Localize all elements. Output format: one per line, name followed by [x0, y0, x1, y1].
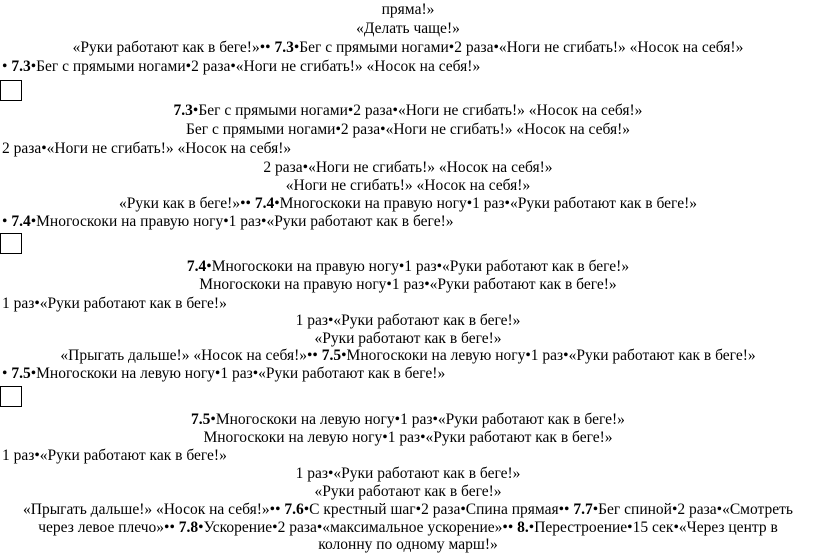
checkbox-square	[0, 233, 22, 254]
text-line: 1 раз•«Руки работают как в беге!»	[295, 312, 521, 329]
text-line: 1 раз•«Руки работают как в беге!»	[2, 447, 227, 464]
text-line: «Руки работают как в беге!»	[314, 330, 502, 347]
text-line: 2 раза•«Ноги не сгибать!» «Носок на себя!»	[2, 140, 292, 157]
text-line: 7.3•Бег с прямыми ногами•2 раза•«Ноги не сгибать!» «Носок на себя!»	[173, 102, 643, 119]
text-line: «Прыгать дальше!» «Носок на себя!»•• 7.6•С крестный шаг•2 раза•Спина прямая•• 7.7•Бег спиной•2 раза•«Смотреть	[23, 501, 793, 518]
text-line: «Руки работают как в беге!»•• 7.3•Бег с прямыми ногами•2 раза•«Ноги не сгибать!» «Носок на себя!»	[72, 39, 744, 56]
text-line: «Делать чаще!»	[356, 20, 460, 37]
text-line: колонну по одному марш!»	[318, 536, 498, 553]
text-line: через левое плечо»•• 7.8•Ускорение•2 раза•«максимальное ускорение»•• 8.•Перестроение•15 сек•«Через центр в	[38, 519, 778, 536]
text-line: «Ноги не сгибать!» «Носок на себя!»	[285, 177, 531, 194]
text-line: • 7.4•Многоскоки на правую ногу•1 раз•«Руки работают как в беге!»	[2, 213, 454, 230]
text-line: прямa!»	[381, 1, 435, 18]
text-line: 1 раз•«Руки работают как в беге!»	[2, 295, 227, 312]
text-line: 1 раз•«Руки работают как в беге!»	[295, 465, 521, 482]
checkbox-square	[0, 80, 22, 101]
text-line: • 7.5•Многоскоки на левую ногу•1 раз•«Руки работают как в беге!»	[2, 365, 446, 382]
text-line: Многоскоки на левую ногу•1 раз•«Руки работают как в беге!»	[203, 429, 613, 446]
text-line: 2 раза•«Ноги не сгибать!» «Носок на себя!»	[263, 159, 553, 176]
text-line: «Руки как в беге!»•• 7.4•Многоскоки на правую ногу•1 раз•«Руки работают как в беге!»	[118, 195, 698, 212]
text-line: Многоскоки на правую ногу•1 раз•«Руки работают как в беге!»	[199, 276, 617, 293]
checkbox-square	[0, 386, 22, 407]
text-line: 7.4•Многоскоки на правую ногу•1 раз•«Руки работают как в беге!»	[186, 258, 630, 275]
text-line: «Руки работают как в беге!»	[314, 483, 502, 500]
text-line: Бег с прямыми ногами•2 раза•«Ноги не сгибать!» «Носок на себя!»	[185, 121, 631, 138]
text-line: • 7.3•Бег с прямыми ногами•2 раза•«Ноги не сгибать!» «Носок на себя!»	[2, 58, 481, 75]
text-line: «Прыгать дальше!» «Носок на себя!»•• 7.5•Многоскоки на левую ногу•1 раз•«Руки работают как в беге!»	[60, 347, 756, 364]
text-line: 7.5•Многоскоки на левую ногу•1 раз•«Руки работают как в беге!»	[191, 411, 625, 428]
